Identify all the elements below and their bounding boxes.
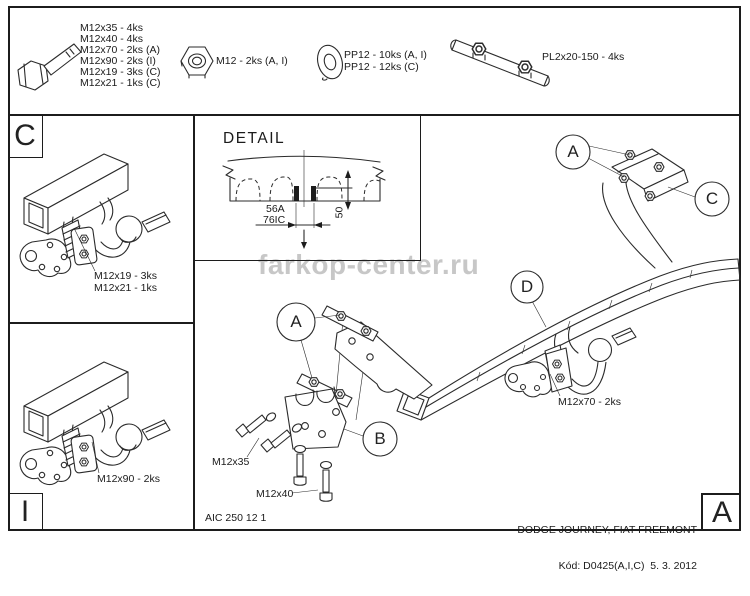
towbar-drawing-i bbox=[20, 362, 170, 485]
c-panel-labels bbox=[94, 271, 157, 294]
title-code: Kód: D0425(A,I,C) 5. 3. 2012 bbox=[558, 560, 697, 572]
m12x40-label: M12x40 bbox=[256, 488, 294, 500]
section-letter-c: C bbox=[8, 114, 43, 158]
callout-c: C bbox=[705, 189, 719, 208]
detail-dim-76ic: 76IC bbox=[263, 214, 286, 226]
detail-dim-50: 50 bbox=[333, 206, 346, 219]
m12x35-label: M12x35 bbox=[212, 456, 250, 468]
doc-number: AIC 250 12 1 bbox=[205, 512, 267, 524]
callout-a-top: A bbox=[567, 142, 579, 161]
mounting-plate-icon bbox=[451, 40, 549, 86]
detail-drawing bbox=[223, 150, 385, 249]
washer-label: PP12 - 12ks (C) bbox=[344, 61, 419, 73]
top-bracket-drawing bbox=[603, 149, 688, 268]
c-panel-label: M12x19 - 3ks bbox=[94, 270, 158, 282]
right-ball-mount-drawing bbox=[505, 327, 636, 397]
bolt-size-item: M12x21 - 1ks (C) bbox=[80, 77, 161, 89]
nut-icon bbox=[181, 47, 213, 78]
bolt-size-list bbox=[80, 23, 161, 89]
callout-d: D bbox=[520, 277, 534, 296]
nut-label: M12 - 2ks (A, I) bbox=[216, 55, 288, 67]
washer-labels bbox=[344, 49, 427, 73]
bolt-size-item: M12x40 - 4ks bbox=[80, 33, 144, 45]
section-letter-a: A bbox=[701, 493, 741, 531]
bolt-size-item: M12x19 - 3ks (C) bbox=[80, 66, 161, 78]
washer-icon bbox=[314, 42, 346, 81]
bolt-size-item: M12x90 - 2ks (I) bbox=[80, 55, 156, 67]
bolt-size-item: M12x70 - 2ks (A) bbox=[80, 44, 160, 56]
hex-bolt-icon bbox=[18, 44, 81, 90]
title-block bbox=[517, 500, 697, 596]
callout-a-main: A bbox=[290, 312, 302, 331]
i-panel-label: M12x90 - 2ks bbox=[97, 473, 161, 485]
bolt-size-item: M12x35 - 4ks bbox=[80, 22, 144, 34]
washer-label: PP12 - 10ks (A, I) bbox=[344, 49, 427, 61]
title-vehicles: DODGE JOURNEY, FIAT FREEMONT bbox=[517, 524, 697, 536]
detail-dim-56a: 56A bbox=[266, 203, 285, 215]
towbar-drawing-c bbox=[20, 154, 170, 277]
detail-title: DETAIL bbox=[223, 130, 286, 147]
callout-b: B bbox=[374, 429, 386, 448]
c-panel-label: M12x21 - 1ks bbox=[94, 281, 158, 294]
plate-label: PL2x20-150 - 4ks bbox=[542, 51, 625, 63]
m12x70-label: M12x70 - 2ks bbox=[558, 396, 622, 408]
watermark: farkop-center.ru bbox=[258, 249, 480, 280]
section-letter-i: I bbox=[8, 493, 43, 530]
